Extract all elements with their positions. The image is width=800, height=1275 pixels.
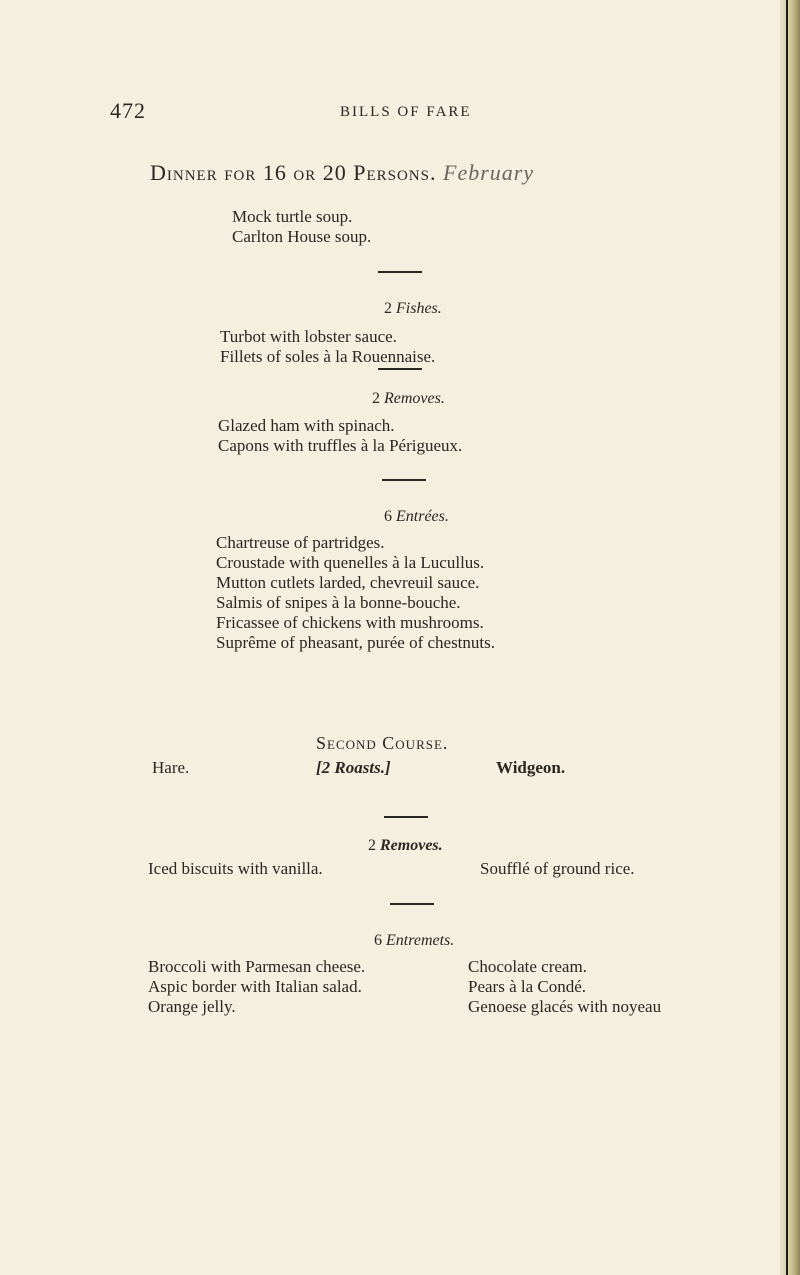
remove-left: Iced biscuits with vanilla. bbox=[148, 859, 323, 878]
fish-item: Fillets of soles à la Rouennaise. bbox=[220, 347, 436, 366]
entree-item: Mutton cutlets larded, chevreuil sauce. bbox=[216, 573, 480, 592]
entremet-right: Pears à la Condé. bbox=[468, 977, 587, 996]
entrees-heading: 6 Entrées. bbox=[384, 508, 449, 525]
divider-rule bbox=[378, 271, 422, 273]
divider-rule bbox=[382, 479, 426, 481]
entree-item: Chartreuse of partridges. bbox=[216, 533, 385, 552]
entree-item: Suprême of pheasant, purée of chestnuts. bbox=[216, 633, 495, 652]
title-month: February bbox=[443, 160, 535, 185]
entree-item: Salmis of snipes à la bonne-bouche. bbox=[216, 593, 461, 612]
entremets-heading: 6 Entremets. bbox=[374, 932, 455, 949]
menu-title bbox=[150, 160, 534, 186]
divider-rule bbox=[378, 368, 422, 370]
roasts-label: [2 Roasts.] bbox=[316, 758, 391, 777]
entremet-left: Orange jelly. bbox=[148, 997, 236, 1016]
entremet-left: Aspic border with Italian salad. bbox=[148, 977, 362, 996]
soup-item: Carlton House soup. bbox=[232, 227, 372, 246]
removes-heading: 2 Removes. bbox=[372, 390, 445, 407]
entremet-left: Broccoli with Parmesan cheese. bbox=[148, 957, 366, 976]
fish-item: Turbot with lobster sauce. bbox=[220, 327, 397, 346]
second-course-heading: Second Course. bbox=[316, 733, 449, 753]
page-edge bbox=[780, 0, 800, 1275]
entremet-right: Genoese glacés with noyeau bbox=[468, 997, 662, 1016]
remove-item: Glazed ham with spinach. bbox=[218, 416, 395, 435]
running-head: BILLS OF FARE bbox=[340, 104, 472, 120]
entremet-right: Chocolate cream. bbox=[468, 957, 587, 976]
remove-right: Soufflé of ground rice. bbox=[480, 859, 635, 878]
soup-item: Mock turtle soup. bbox=[232, 207, 353, 226]
fishes-heading: 2 Fishes. bbox=[384, 300, 442, 317]
remove-item: Capons with truffles à la Périgueux. bbox=[218, 436, 463, 455]
roast-left: Hare. bbox=[152, 758, 190, 777]
divider-rule bbox=[390, 903, 434, 905]
title-text: Dinner for 16 or 20 Persons. bbox=[150, 160, 437, 185]
second-removes-heading: 2 Removes. bbox=[368, 837, 443, 854]
roast-right: Widgeon. bbox=[496, 758, 566, 777]
page-number: 472 bbox=[110, 98, 146, 123]
entree-item: Croustade with quenelles à la Lucullus. bbox=[216, 553, 485, 572]
divider-rule bbox=[384, 816, 428, 818]
entree-item: Fricassee of chickens with mushrooms. bbox=[216, 613, 484, 632]
